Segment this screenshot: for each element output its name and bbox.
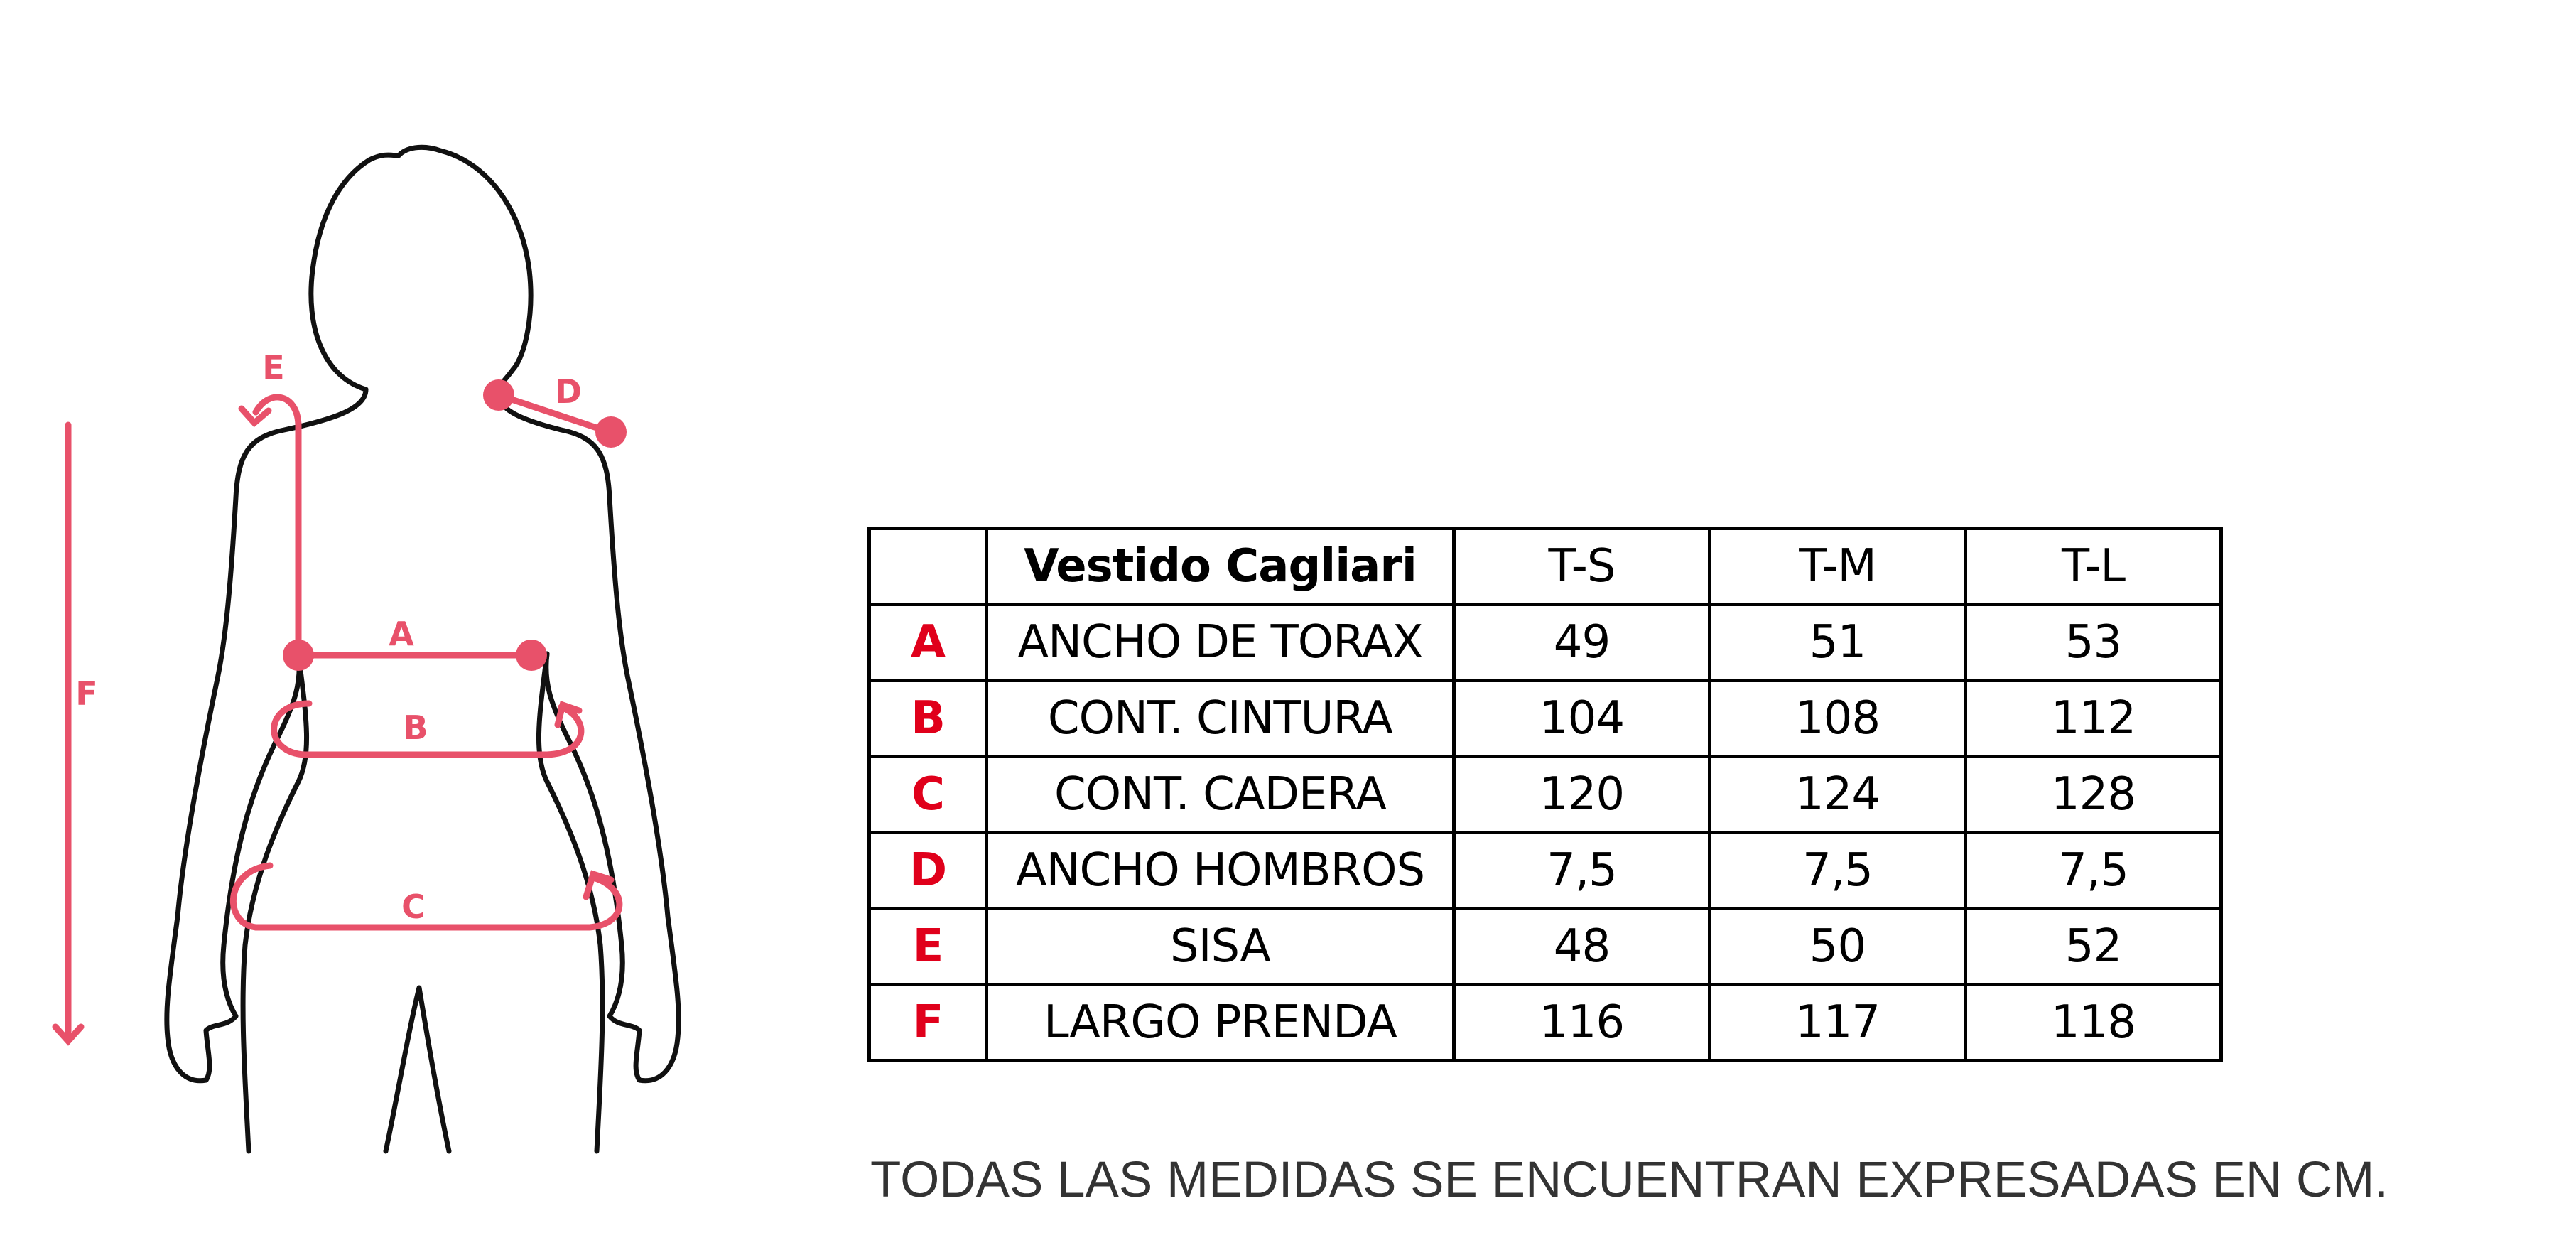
row-letter: D	[870, 833, 987, 909]
row-value-m: 51	[1710, 605, 1966, 681]
label-d: D	[554, 372, 583, 411]
row-value-s: 116	[1454, 985, 1710, 1061]
row-value-l: 128	[1966, 757, 2221, 833]
row-measurement-name: ANCHO DE TORAX	[987, 605, 1454, 681]
row-letter: B	[870, 681, 987, 757]
size-table	[867, 527, 2223, 1062]
row-value-s: 120	[1454, 757, 1710, 833]
table-row	[870, 757, 2221, 833]
row-value-l: 7,5	[1966, 833, 2221, 909]
table-row	[870, 985, 2221, 1061]
row-value-l: 112	[1966, 681, 2221, 757]
row-letter: E	[870, 909, 987, 985]
size-header-l: T-L	[1966, 529, 2221, 605]
row-measurement-name: ANCHO HOMBROS	[987, 833, 1454, 909]
label-c: C	[401, 888, 426, 926]
row-value-l: 52	[1966, 909, 2221, 985]
table-header-row	[870, 529, 2221, 605]
measurement-marks	[55, 395, 619, 1041]
label-e: E	[262, 348, 285, 387]
row-value-m: 108	[1710, 681, 1966, 757]
table-row	[870, 605, 2221, 681]
row-value-m: 7,5	[1710, 833, 1966, 909]
row-measurement-name: CONT. CADERA	[987, 757, 1454, 833]
units-footnote: TODAS LAS MEDIDAS SE ENCUENTRAN EXPRESADAS EN CM.	[870, 1152, 2389, 1208]
row-value-m: 50	[1710, 909, 1966, 985]
woman-silhouette	[167, 147, 678, 1151]
row-value-m: 117	[1710, 985, 1966, 1061]
row-value-s: 48	[1454, 909, 1710, 985]
row-value-l: 53	[1966, 605, 2221, 681]
table-row	[870, 681, 2221, 757]
size-header-m: T-M	[1710, 529, 1966, 605]
label-a: A	[389, 615, 414, 653]
row-value-m: 124	[1710, 757, 1966, 833]
row-value-s: 104	[1454, 681, 1710, 757]
garment-title: Vestido Cagliari	[987, 529, 1454, 605]
row-value-s: 49	[1454, 605, 1710, 681]
row-letter: F	[870, 985, 987, 1061]
size-header-s: T-S	[1454, 529, 1710, 605]
table-row	[870, 833, 2221, 909]
row-letter: C	[870, 757, 987, 833]
table-corner-cell	[870, 529, 987, 605]
row-letter: A	[870, 605, 987, 681]
label-f: F	[75, 674, 98, 713]
row-measurement-name: SISA	[987, 909, 1454, 985]
row-value-s: 7,5	[1454, 833, 1710, 909]
label-b: B	[403, 708, 428, 747]
row-value-l: 118	[1966, 985, 2221, 1061]
row-measurement-name: CONT. CINTURA	[987, 681, 1454, 757]
table-row	[870, 909, 2221, 985]
row-measurement-name: LARGO PRENDA	[987, 985, 1454, 1061]
body-measurement-diagram	[0, 0, 853, 1245]
